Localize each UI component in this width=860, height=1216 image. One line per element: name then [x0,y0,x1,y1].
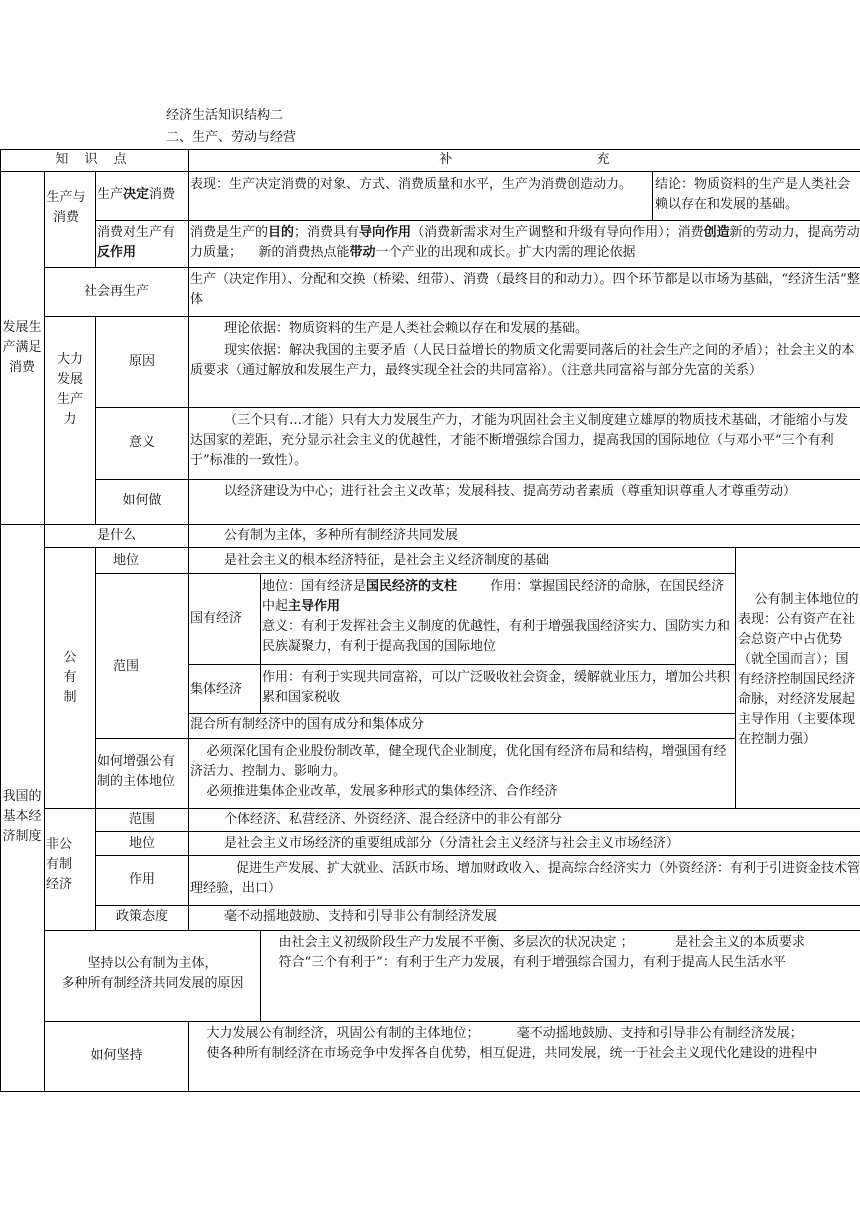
collective-content: 作用：有利于实现共同富裕，可以广泛吸收社会资金，缓解就业压力，增加公共积累和国家税收 [262,670,731,705]
public-status-label: 地位 [112,553,139,568]
state-label: 国有经济 [190,611,243,626]
pc-label: 生产与消费 [46,190,86,225]
collective-label: 集体经济 [190,682,243,697]
header-knowledge-points: 知 识 点 [55,152,133,167]
np-policy: 毫不动摇地鼓励、支持和引导非公有制经济发展 [224,909,498,924]
how-keep-label: 如何坚持 [90,1048,143,1063]
dominance-content: 公有制主体地位的表现：公有资产在社会总资产中占优势（就全国而言）；国有经济控制国民经济命脉，对经济发展起主导作用（主要体现在控制力强） [738,592,859,747]
np-status-label: 地位 [128,836,155,851]
reason-reality: 现实依据：解决我国的主要矛盾（人民日益增长的物质文化需要同落后的社会生产之间的矛盾）；社会主义的本质要求（通过解放和发展生产力，最终实现全社会的共同富裕）。（注意共同富裕与部分先富的关系） [190,343,855,378]
why-label: 坚持以公有制为主体， 多种所有制经济共同发展的原因 [61,956,244,991]
np-policy-label: 政策态度 [115,909,168,924]
s2-label: 我国的基本经济制度 [2,789,42,844]
np-role-label: 作用 [128,872,155,887]
meaning-label: 意义 [128,435,155,450]
decides-label: 生产决定消费 [97,187,176,202]
meaning-content: （三个只有…才能）只有大力发展生产力，才能为巩固社会主义制度建立雄厚的物质技术基础，才能缩小与发达国家的差距，充分显示社会主义的优越性，才能不断增强综合国力，提高我国的国际地位（与邓小平“三个有利于”标准的一致性）。 [190,413,849,468]
decides-conclusion: 结论：物质资料的生产是人类社会赖以存在和发展的基础。 [655,177,851,212]
what-label: 是什么 [96,528,136,543]
how-content: 以经济建设为中心；进行社会主义改革；发展科技、提高劳动者素质（尊重知识尊重人才尊重劳动） [224,484,797,499]
reacts-label: 消费对生产有反作用 [97,225,176,260]
reacts-content: 消费是生产的目的；消费具有导向作用（消费新需求对生产调整和升级有导向作用）；消费创造新的劳动力，提高劳动力质量； 新的消费热点能带动一个产业的出现和成长。扩大内需的理论依据 [190,225,860,260]
state-content: 地位：国有经济是国民经济的支柱 作用：掌握国民经济的命脉，在国民经济中起主导作用 意义：有利于发挥社会主义制度的优越性，有利于增强我国经济实力、国防实力和民族凝聚力，有利于提高我国的国际地位 [262,579,731,654]
header-supplement: 补 充 [439,152,680,167]
nonpublic-label: 非公有制经济 [46,837,73,892]
section-title: 二、生产、劳动与经营 [166,130,297,145]
public-scope-label: 范围 [112,659,139,674]
mixed-content: 混合所有制经济中的国有成分和集体成分 [190,717,425,732]
reproduction-label: 社会再生产 [83,284,149,299]
reason-theory: 理论依据：物质资料的生产是人类社会赖以存在和发展的基础。 [224,321,589,336]
strengthen-label: 如何增强公有制的主体地位 [97,754,176,789]
public-status: 是社会主义的根本经济特征，是社会主义经济制度的基础 [224,553,550,568]
strengthen-content: 必须深化国有企业股份制改革，健全现代企业制度，优化国有经济布局和结构，增强国有经济活力、控制力、影响力。 必须推进集体企业改革，发展多种形式的集体经济、合作经济 [190,744,727,799]
how-label: 如何做 [122,493,162,508]
public-label: 公有制 [63,650,77,705]
develop-label: 大力发展生产力 [56,352,83,427]
np-role: 促进生产发展、扩大就业、活跃市场、增加财政收入、提高综合经济实力（外资经济：有利于引进资金技术管理经验，出口） [190,861,860,896]
reproduction-content: 生产（决定作用）、分配和交换（桥梁、纽带）、消费（最终目的和动力）。四个环节都是以市场为基础，“经济生活”整体 [190,272,860,307]
np-scope-label: 范围 [128,812,155,827]
decides-content: 表现：生产决定消费的对象、方式、消费质量和水平，生产为消费创造动力。 [190,177,633,192]
s1-label: 发展生产满足消费 [2,320,42,375]
np-scope: 个体经济、私营经济、外资经济、混合经济中的非公有部分 [224,812,563,827]
document-title: 经济生活知识结构二 [166,108,284,123]
why-content: 由社会主义初级阶段生产力发展不平衡、多层次的状况决定 ； 是社会主义的本质要求 符合“三个有利于”：有利于生产力发展，有利于增强综合国力，有利于提高人民生活水平 [278,935,805,970]
np-status: 是社会主义市场经济的重要组成部分（分清社会主义经济与社会主义市场经济） [224,836,680,851]
how-keep-content: 大力发展公有制经济，巩固公有制的主体地位； 毫不动摇地鼓励、支持和引导非公有制经济发展； 使各种所有制经济在市场竞争中发挥各自优势，相互促进，共同发展，统一于社会主义现代化建设的进程中 [206,1026,818,1061]
reason-label: 原因 [128,354,155,369]
what-content: 公有制为主体，多种所有制经济共同发展 [224,528,459,543]
